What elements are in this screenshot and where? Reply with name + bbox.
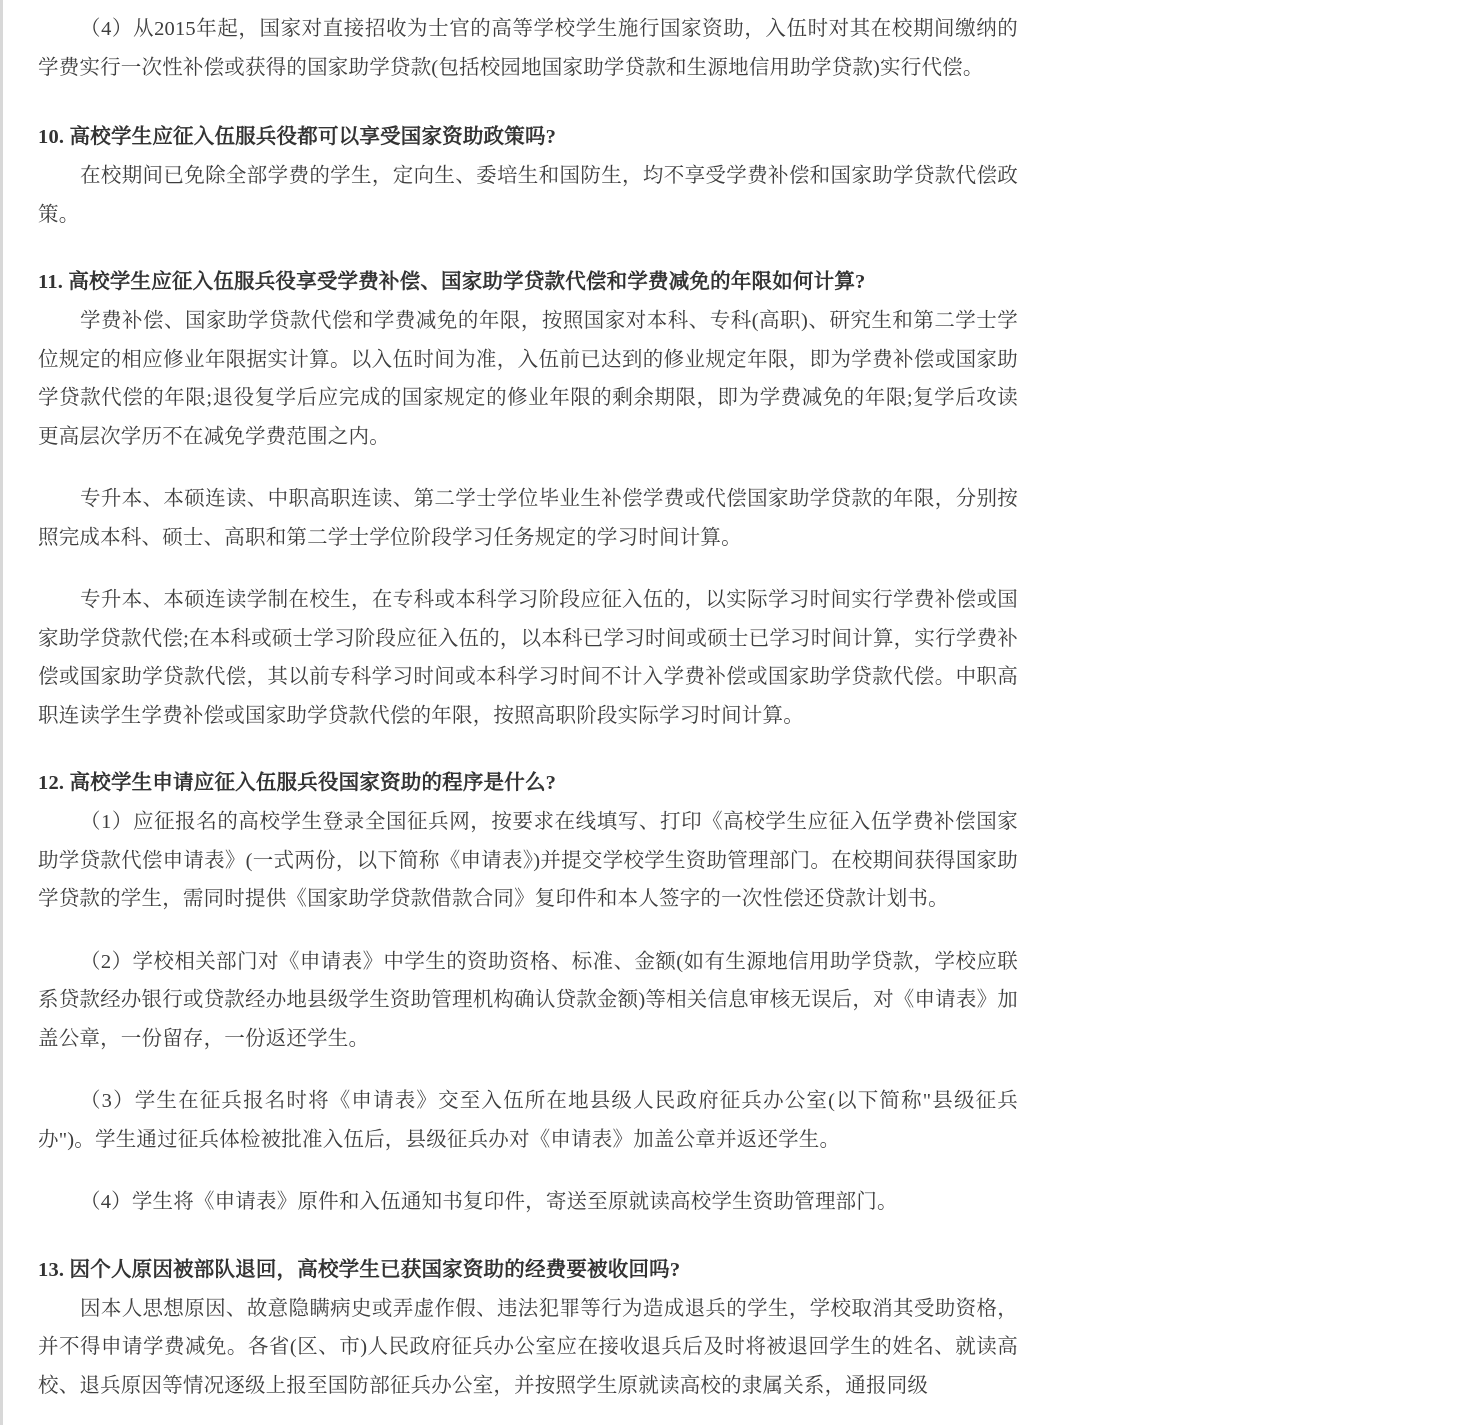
document-content xyxy=(38,10,1018,1405)
answer-paragraph-11-1: 学费补偿、国家助学贷款代偿和学费减免的年限，按照国家对本科、专科(高职)、研究生和第二学士学位规定的相应修业年限据实计算。以入伍时间为准，入伍前已达到的修业规定年限，即为学费补偿或国家助学贷款代偿的年限;退役复学后应完成的国家规定的修业年限的剩余期限，即为学费减免的年限;复学后攻读更高层次学历不在减免学费范围之内。 xyxy=(38,310,1018,448)
question-heading-11: 11. 高校学生应征入伍服兵役享受学费补偿、国家助学贷款代偿和学费减免的年限如何计算? xyxy=(38,271,866,293)
question-heading-10: 10. 高校学生应征入伍服兵役都可以享受国家资助政策吗? xyxy=(38,126,557,148)
answer-paragraph-12-2: （2）学校相关部门对《申请表》中学生的资助资格、标准、金额(如有生源地信用助学贷款，学校应联系贷款经办银行或贷款经办地县级学生资助管理机构确认贷款金额)等相关信息审核无误后，对《申请表》加盖公章，一份留存，一份返还学生。 xyxy=(38,950,1018,1050)
answer-paragraph-13-1: 因本人思想原因、故意隐瞒病史或弄虚作假、违法犯罪等行为造成退兵的学生，学校取消其受助资格，并不得申请学费减免。各省(区、市)人民政府征兵办公室应在接收退兵后及时将被退回学生的姓名、就读高校、退兵原因等情况逐级上报至国防部征兵办公室，并按照学生原就读高校的隶属关系，通报同级 xyxy=(38,1297,1018,1397)
page-left-rule xyxy=(0,0,3,1425)
question-heading-13: 13. 因个人原因被部队退回，高校学生已获国家资助的经费要被收回吗? xyxy=(38,1258,681,1281)
answer-paragraph-12-3: （3）学生在征兵报名时将《申请表》交至入伍所在地县级人民政府征兵办公室(以下简称"县级征兵办")。学生通过征兵体检被批准入伍后，县级征兵办对《申请表》加盖公章并返还学生。 xyxy=(38,1090,1018,1151)
answer-paragraph-11-3: 专升本、本硕连读学制在校生，在专科或本科学习阶段应征入伍的，以实际学习时间实行学费补偿或国家助学贷款代偿;在本科或硕士学习阶段应征入伍的，以本科已学习时间或硕士已学习时间计算，实行学费补偿或国家助学贷款代偿，其以前专科学习时间或本科学习时间不计入学费补偿或国家助学贷款代偿。中职高职连读学生学费补偿或国家助学贷款代偿的年限，按照高职阶段实际学习时间计算。 xyxy=(38,589,1018,727)
question-heading-12: 12. 高校学生申请应征入伍服兵役国家资助的程序是什么? xyxy=(38,772,557,794)
answer-paragraph-11-2: 专升本、本硕连读、中职高职连读、第二学士学位毕业生补偿学费或代偿国家助学贷款的年限，分别按照完成本科、硕士、高职和第二学士学位阶段学习任务规定的学习时间计算。 xyxy=(38,488,1018,549)
answer-paragraph-10-1: 在校期间已免除全部学费的学生，定向生、委培生和国防生，均不享受学费补偿和国家助学贷款代偿政策。 xyxy=(38,165,1018,226)
answer-paragraph-12-1: （1）应征报名的高校学生登录全国征兵网，按要求在线填写、打印《高校学生应征入伍学费补偿国家助学贷款代偿申请表》(一式两份，以下简称《申请表》)并提交学校学生资助管理部门。在校期间获得国家助学贷款的学生，需同时提供《国家助学贷款借款合同》复印件和本人签字的一次性偿还贷款计划书。 xyxy=(38,811,1018,910)
answer-paragraph-12-4: （4）学生将《申请表》原件和入伍通知书复印件，寄送至原就读高校学生资助管理部门。 xyxy=(80,1191,898,1213)
paragraph-continued-item4: （4）从2015年起，国家对直接招收为士官的高等学校学生施行国家资助，入伍时对其在校期间缴纳的学费实行一次性补偿或获得的国家助学贷款(包括校园地国家助学贷款和生源地信用助学贷款)实行代偿。 xyxy=(38,18,1018,79)
